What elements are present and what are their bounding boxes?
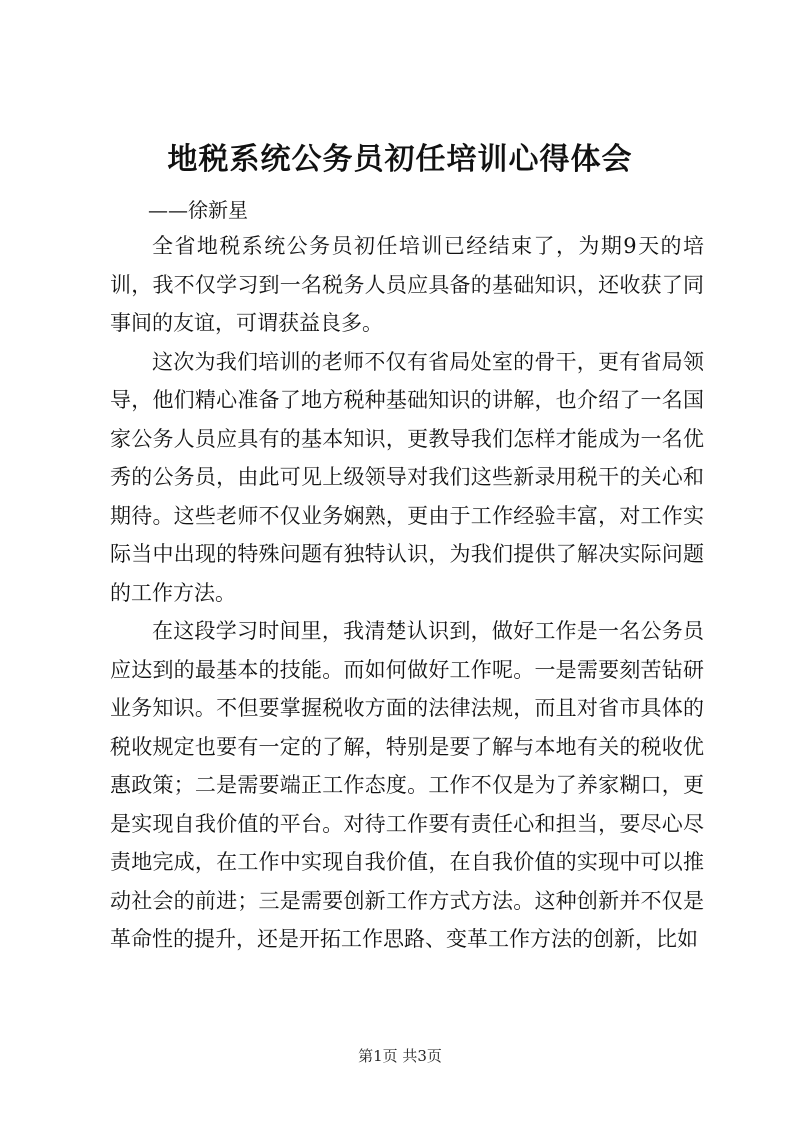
document-title: 地税系统公务员初任培训心得体会 xyxy=(167,142,633,177)
paragraph-3: 在这段学习时间里，我清楚认识到，做好工作是一名公务员应达到的最基本的技能。而如何做好工作呢。一是需要刻苦钻研业务知识。不但要掌握税收方面的法律法规，而且对省市具体的税收规定也要有一定的了解，特别是要了解与本地有关的税收优惠政策；二是需要端正工作态度。工作不仅是为了养家糊口，更是实现自我价值的平台。对待工作要有责任心和担当，要尽心尽责地完成，在工作中实现自我价值，在自我价值的实现中可以推动社会的前进；三是需要创新工作方式方法。这种创新并不仅是革命性的提升，还是开拓工作思路、变革工作方法的创新，比如 xyxy=(110,619,704,951)
paragraph-2: 这次为我们培训的老师不仅有省局处室的骨干，更有省局领导，他们精心准备了地方税种基础知识的讲解，也介绍了一名国家公务人员应具有的基本知识，更教导我们怎样才能成为一名优秀的公务员，由此可见上级领导对我们这些新录用税干的关心和期待。这些老师不仅业务娴熟，更由于工作经验丰富，对工作实际当中出现的特殊问题有独特认识，为我们提供了解决实际问题的工作方法。 xyxy=(110,349,704,605)
document-body xyxy=(110,227,704,959)
paragraph-1: 全省地税系统公务员初任培训已经结束了，为期9天的培训，我不仅学习到一名税务人员应具备的基础知识，还收获了同事间的友谊，可谓获益良多。 xyxy=(110,234,704,335)
page-footer: 第1页 共3页 xyxy=(358,1047,442,1065)
document-author: ——徐新星 xyxy=(148,198,248,222)
